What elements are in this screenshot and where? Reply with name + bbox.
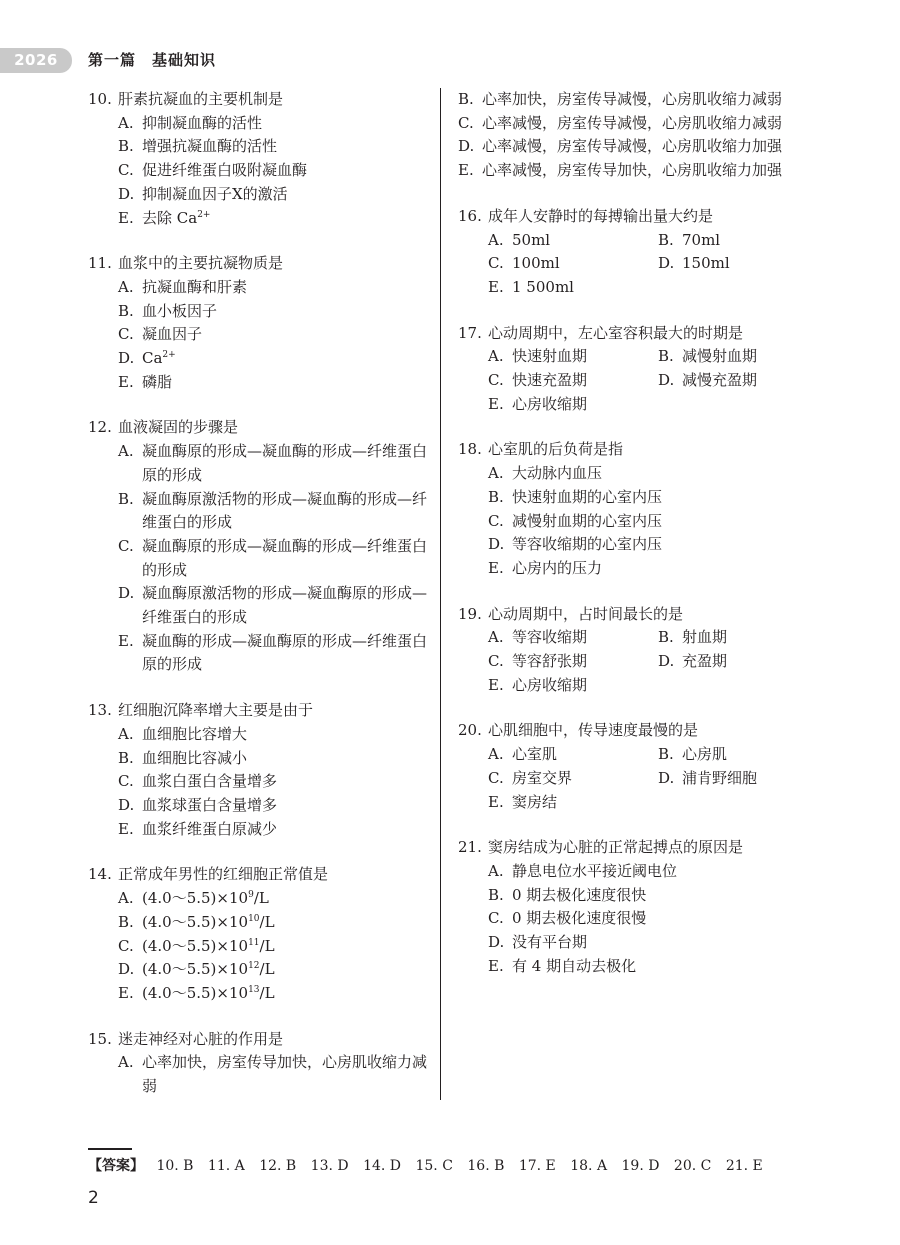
answer-label: 【答案】 (88, 1158, 144, 1174)
option-text: 凝血酶原的形成—凝血酶的形成—纤维蛋白原的形成 (142, 442, 428, 484)
option-e (488, 393, 658, 417)
option-unit: /L (259, 912, 275, 931)
option-unit: /L (259, 936, 275, 955)
option-text: 0 期去极化速度很慢 (512, 909, 647, 928)
year-tab: 2026 (0, 48, 72, 73)
option-a (88, 887, 428, 911)
option-c (88, 535, 428, 582)
option-b (658, 345, 798, 369)
column-divider (440, 88, 441, 1100)
option-c (88, 159, 428, 183)
question-18 (458, 438, 808, 580)
option-letter: D. (658, 371, 675, 390)
option-c (458, 907, 808, 931)
option-c (88, 935, 428, 959)
option-c (88, 770, 428, 794)
answer-item: 20. C (673, 1158, 712, 1174)
option-text: 充盈期 (682, 652, 728, 671)
question-15-continued (458, 88, 808, 183)
option-letter: A. (488, 464, 504, 483)
option-letter: B. (458, 90, 474, 108)
option-letter: C. (118, 936, 134, 955)
option-d (88, 582, 428, 629)
question-stem: 血液凝固的步骤是 (118, 418, 239, 437)
option-e (458, 955, 808, 979)
question-21 (458, 836, 808, 978)
option-text: 快速射血期 (512, 347, 588, 366)
option-letter: D. (658, 254, 675, 273)
option-letter: E. (458, 161, 474, 180)
option-letter: C. (118, 161, 134, 180)
option-a (488, 345, 658, 369)
option-letter: A. (488, 230, 504, 249)
option-a (88, 1051, 428, 1098)
option-letter: C. (118, 536, 134, 555)
question-stem: 成年人安静时的每搏输出量大约是 (488, 206, 714, 225)
option-d (658, 767, 798, 791)
option-text (142, 982, 428, 1006)
option-a (488, 229, 658, 253)
option-letter: B. (118, 748, 134, 767)
question-stem: 窦房结成为心脏的正常起搏点的原因是 (488, 838, 744, 857)
question-stem: 肝素抗凝血的主要机制是 (118, 90, 284, 108)
option-letter: D. (658, 768, 675, 787)
option-text: 增强抗凝血酶的活性 (142, 137, 278, 156)
option-letter: C. (118, 325, 134, 344)
option-letter: B. (658, 347, 674, 366)
option-text: 50ml (512, 230, 551, 249)
option-d (88, 347, 428, 371)
question-stem: 心肌细胞中，传导速度最慢的是 (488, 721, 699, 740)
question-13 (88, 699, 428, 841)
option-letter: D. (118, 349, 135, 368)
option-e (458, 159, 808, 183)
option-letter: B. (658, 230, 674, 249)
question-number: 13. (88, 701, 112, 720)
question-11 (88, 252, 428, 394)
option-text: 射血期 (682, 628, 728, 647)
question-stem: 红细胞沉降率增大主要是由于 (118, 701, 314, 720)
option-text-main: Ca (142, 349, 163, 368)
superscript: 13 (248, 984, 260, 995)
option-d (458, 135, 808, 159)
option-c (88, 323, 428, 347)
option-unit: /L (259, 983, 275, 1002)
question-number: 11. (88, 254, 112, 273)
superscript: 2+ (162, 350, 176, 361)
option-d (458, 931, 808, 955)
question-stem: 心动周期中，左心室容积最大的时期是 (488, 323, 744, 342)
left-column (88, 88, 428, 1121)
option-letter: B. (118, 912, 134, 931)
option-c (488, 650, 658, 674)
question-stem: 正常成年男性的红细胞正常值是 (118, 865, 329, 884)
option-letter: E. (488, 394, 504, 413)
option-b (458, 486, 808, 510)
option-text: 等容收缩期的心室内压 (512, 535, 663, 554)
superscript: 12 (248, 961, 260, 972)
option-e (488, 791, 658, 815)
superscript: 9 (248, 890, 254, 901)
option-text: 抗凝血酶和肝素 (142, 277, 248, 296)
option-letter: E. (488, 792, 504, 811)
option-letter: A. (118, 442, 134, 461)
option-c (488, 767, 658, 791)
option-b (88, 135, 428, 159)
option-letter: E. (118, 983, 134, 1002)
option-letter: C. (488, 652, 504, 671)
option-letter: E. (118, 208, 134, 227)
option-e (88, 630, 428, 677)
option-text: 有 4 期自动去极化 (512, 956, 637, 975)
option-text: 心房收缩期 (512, 394, 588, 413)
option-text: 房室交界 (512, 768, 573, 787)
option-text: 凝血酶原的形成—凝血酶的形成—纤维蛋白的形成 (142, 536, 428, 579)
options-grid (458, 743, 808, 814)
answer-item: 13. D (310, 1158, 349, 1174)
option-d (658, 369, 798, 393)
option-letter: A. (118, 1053, 134, 1072)
option-text: 心房内的压力 (512, 558, 603, 577)
option-e (88, 818, 428, 842)
option-d (658, 252, 798, 276)
option-letter: B. (118, 137, 134, 156)
option-text: 血浆球蛋白含量增多 (142, 795, 278, 814)
option-text: 1 500ml (512, 277, 574, 296)
option-letter: D. (658, 652, 675, 671)
option-d (458, 533, 808, 557)
option-letter: B. (488, 487, 504, 506)
option-text: 0 期去极化速度很快 (512, 885, 647, 904)
option-letter: D. (118, 584, 135, 603)
option-text: 心率减慢，房室传导加快，心房肌收缩力加强 (482, 161, 783, 180)
option-letter: B. (658, 745, 674, 764)
option-letter: D. (118, 184, 135, 203)
option-letter: B. (488, 885, 504, 904)
option-letter: A. (118, 889, 134, 908)
question-number: 18. (458, 440, 482, 459)
option-b (458, 88, 808, 112)
question-12 (88, 416, 428, 677)
question-14 (88, 863, 428, 1005)
answer-divider (88, 1148, 132, 1150)
option-b (88, 300, 428, 324)
option-unit: /L (253, 889, 269, 908)
option-e (88, 207, 428, 231)
option-text: 快速射血期的心室内压 (512, 487, 663, 506)
option-text (142, 887, 428, 911)
answer-item: 18. A (570, 1158, 608, 1174)
option-text-main: (4.0～5.5)×10 (142, 983, 249, 1002)
option-c (488, 369, 658, 393)
option-letter: C. (458, 113, 474, 132)
options-grid (458, 345, 808, 416)
option-d (658, 650, 798, 674)
superscript: 2+ (197, 209, 211, 220)
option-c (458, 112, 808, 136)
option-text: 磷脂 (142, 372, 173, 391)
answer-item: 21. E (725, 1158, 763, 1174)
option-text: 快速充盈期 (512, 371, 588, 390)
option-text (142, 935, 428, 959)
option-b (458, 884, 808, 908)
section-title: 第一篇 基础知识 (88, 51, 217, 69)
option-text: 静息电位水平接近阈电位 (512, 861, 678, 880)
question-stem: 血浆中的主要抗凝物质是 (118, 254, 284, 273)
option-text (142, 347, 428, 371)
option-a (458, 462, 808, 486)
option-text: 心率加快，房室传导减慢，心房肌收缩力减弱 (482, 90, 783, 108)
option-letter: D. (488, 933, 505, 952)
option-letter: D. (118, 960, 135, 979)
option-letter: A. (118, 724, 134, 743)
question-15 (88, 1028, 428, 1099)
option-text-main: (4.0～5.5)×10 (142, 912, 249, 931)
superscript: 10 (248, 913, 260, 924)
option-text: 血浆白蛋白含量增多 (142, 772, 278, 791)
option-text: 抑制凝血因子Ⅹ的激活 (142, 184, 288, 203)
superscript: 11 (248, 937, 260, 948)
option-text: 抑制凝血酶的活性 (142, 113, 263, 132)
option-letter: A. (488, 745, 504, 764)
option-text: 血细胞比容减小 (142, 748, 248, 767)
question-number: 12. (88, 418, 112, 437)
option-e (458, 557, 808, 581)
option-letter: E. (118, 819, 134, 838)
option-e (88, 371, 428, 395)
option-letter: B. (118, 489, 134, 508)
question-number: 17. (458, 323, 482, 342)
option-a (88, 440, 428, 487)
option-a (88, 276, 428, 300)
option-letter: E. (118, 372, 134, 391)
option-letter: D. (458, 137, 475, 156)
option-text-main: 去除 Ca (142, 208, 198, 227)
option-letter: E. (488, 558, 504, 577)
option-text: 心室肌 (512, 745, 558, 764)
option-letter: C. (488, 511, 504, 530)
option-e (488, 674, 658, 698)
option-d (88, 958, 428, 982)
option-text: 血小板因子 (142, 301, 218, 320)
answer-item: 17. E (518, 1158, 556, 1174)
option-text: 血浆纤维蛋白原减少 (142, 819, 278, 838)
question-17 (458, 322, 808, 417)
option-a (88, 723, 428, 747)
option-text: 促进纤维蛋白吸附凝血酶 (142, 161, 308, 180)
question-stem: 心室肌的后负荷是指 (488, 440, 624, 459)
option-text: 大动脉内血压 (512, 464, 603, 483)
option-letter: E. (118, 631, 134, 650)
option-a (458, 860, 808, 884)
answer-item: 11. A (207, 1158, 245, 1174)
option-text-main: (4.0～5.5)×10 (142, 889, 249, 908)
option-c (488, 252, 658, 276)
option-text: 心率减慢，房室传导减慢，心房肌收缩力减弱 (482, 113, 783, 132)
option-b (88, 488, 428, 535)
answer-item: 16. B (467, 1158, 505, 1174)
options-grid (458, 229, 808, 300)
question-19 (458, 603, 808, 698)
question-number: 20. (458, 721, 482, 740)
option-text: 凝血酶原激活物的形成—凝血酶的形成—纤维蛋白的形成 (142, 489, 428, 532)
question-20 (458, 719, 808, 814)
option-text: 150ml (682, 254, 730, 273)
question-16 (458, 205, 808, 300)
options-grid (458, 626, 808, 697)
option-text: 心房收缩期 (512, 675, 588, 694)
answer-item: 10. B (156, 1158, 194, 1174)
option-e (488, 276, 658, 300)
option-letter: C. (488, 909, 504, 928)
option-a (488, 626, 658, 650)
option-unit: /L (259, 960, 275, 979)
option-text (142, 207, 428, 231)
option-text: 凝血因子 (142, 325, 203, 344)
option-b (88, 911, 428, 935)
answer-item: 19. D (621, 1158, 660, 1174)
option-b (658, 229, 798, 253)
option-d (88, 183, 428, 207)
answer-item: 15. C (415, 1158, 453, 1174)
page-number: 2 (88, 1188, 99, 1208)
option-text: 减慢充盈期 (682, 371, 758, 390)
question-number: 21. (458, 838, 482, 857)
option-text: 100ml (512, 254, 560, 273)
option-letter: E. (488, 956, 504, 975)
option-text (142, 911, 428, 935)
option-letter: B. (658, 628, 674, 647)
option-letter: E. (488, 675, 504, 694)
question-number: 15. (88, 1029, 112, 1048)
option-text: 心率减慢，房室传导减慢，心房肌收缩力加强 (482, 137, 783, 156)
answer-key (88, 1154, 773, 1178)
option-letter: A. (488, 861, 504, 880)
option-a (488, 743, 658, 767)
option-text: 等容舒张期 (512, 652, 588, 671)
option-a (88, 112, 428, 136)
option-text: 减慢射血期 (682, 347, 758, 366)
question-10 (88, 88, 428, 230)
option-c (458, 510, 808, 534)
option-letter: D. (118, 795, 135, 814)
option-text: 心率加快，房室传导加快，心房肌收缩力减弱 (142, 1053, 428, 1096)
option-letter: D. (488, 535, 505, 554)
question-stem: 心动周期中，占时间最长的是 (488, 604, 684, 623)
option-text: 血细胞比容增大 (142, 724, 248, 743)
option-letter: A. (488, 628, 504, 647)
question-stem: 迷走神经对心脏的作用是 (118, 1029, 284, 1048)
option-text: 心房肌 (682, 745, 728, 764)
option-text: 等容收缩期 (512, 628, 588, 647)
option-text-main: (4.0～5.5)×10 (142, 960, 249, 979)
question-number: 10. (88, 90, 112, 108)
option-b (88, 747, 428, 771)
question-number: 19. (458, 604, 482, 623)
option-letter: E. (488, 277, 504, 296)
option-letter: C. (118, 772, 134, 791)
answer-item: 12. B (259, 1158, 297, 1174)
option-letter: A. (118, 113, 134, 132)
option-b (658, 626, 798, 650)
option-e (88, 982, 428, 1006)
option-letter: A. (488, 347, 504, 366)
option-text: 70ml (682, 230, 721, 249)
option-text-main: (4.0～5.5)×10 (142, 936, 249, 955)
option-text: 没有平台期 (512, 933, 588, 952)
question-number: 16. (458, 206, 482, 225)
option-d (88, 794, 428, 818)
option-text: 凝血酶的形成—凝血酶原的形成—纤维蛋白原的形成 (142, 631, 428, 674)
option-b (658, 743, 798, 767)
option-text: 浦肯野细胞 (682, 768, 758, 787)
option-letter: B. (118, 301, 134, 320)
option-letter: A. (118, 277, 134, 296)
option-letter: C. (488, 768, 504, 787)
option-text (142, 958, 428, 982)
option-letter: C. (488, 371, 504, 390)
answer-item: 14. D (363, 1158, 402, 1174)
right-column (458, 88, 808, 1001)
option-text: 凝血酶原激活物的形成—凝血酶原的形成—纤维蛋白的形成 (142, 584, 428, 627)
option-letter: C. (488, 254, 504, 273)
option-text: 窦房结 (512, 792, 558, 811)
option-text: 减慢射血期的心室内压 (512, 511, 663, 530)
question-number: 14. (88, 865, 112, 884)
